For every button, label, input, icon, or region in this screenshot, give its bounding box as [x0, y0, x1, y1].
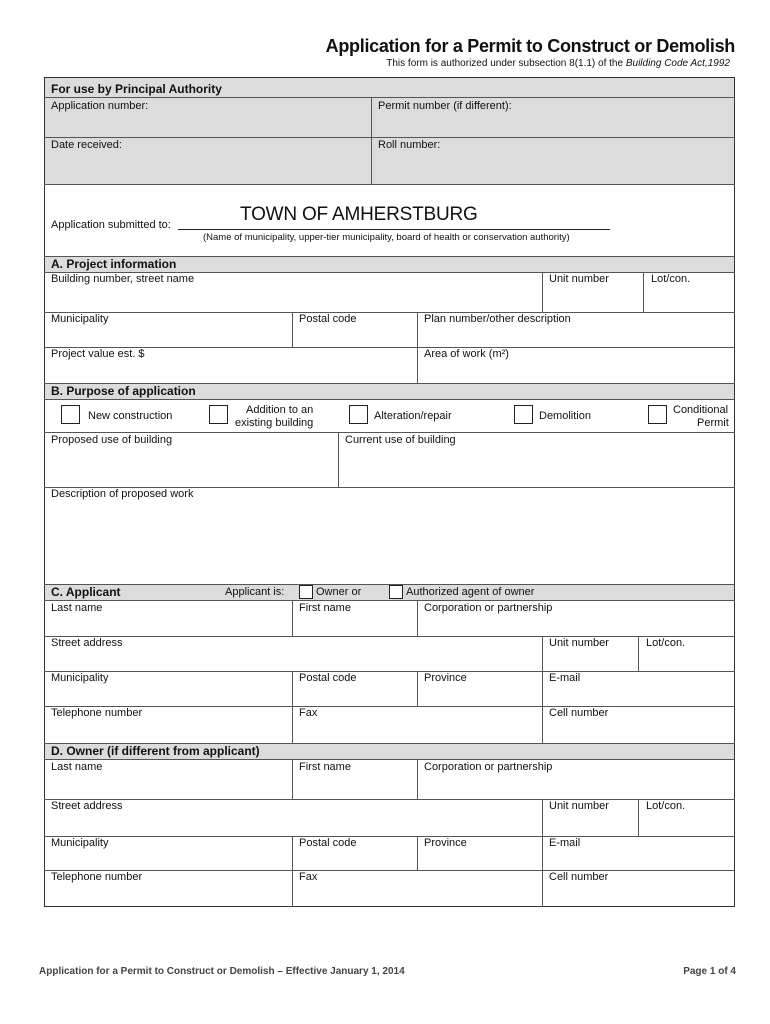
project-municipality-label: Municipality	[51, 313, 109, 325]
owner-email-label: E-mail	[549, 837, 581, 849]
date-received-label: Date received:	[51, 139, 122, 151]
current-use-label: Current use of building	[345, 434, 456, 446]
footer-page-number: Page 1 of 4	[683, 966, 736, 977]
owner-fax-label: Fax	[299, 871, 318, 883]
owner-unit-label: Unit number	[549, 800, 609, 812]
alteration-label: Alteration/repair	[374, 410, 452, 422]
submitted-to-note: (Name of municipality, upper-tier municipality, board of health or conservation authority)	[203, 232, 570, 243]
submitted-to-underline	[178, 229, 610, 230]
project-value-label: Project value est. $	[51, 348, 145, 360]
owner-corporation-label: Corporation or partnership	[424, 761, 553, 773]
plan-number-label: Plan number/other description	[424, 313, 571, 325]
submitted-to-label: Application submitted to:	[51, 219, 171, 231]
conditional-permit-checkbox[interactable]	[648, 405, 667, 424]
applicant-unit-label: Unit number	[549, 637, 609, 649]
demolition-checkbox[interactable]	[514, 405, 533, 424]
owner-first-name-label: First name	[299, 761, 351, 773]
addition-label-line1: Addition to an	[246, 404, 314, 416]
owner-postal-label: Postal code	[299, 837, 357, 849]
area-of-work-label: Area of work (m²)	[424, 348, 509, 360]
owner-checkbox[interactable]	[299, 585, 313, 599]
owner-province-label: Province	[424, 837, 467, 849]
principal-authority-heading: For use by Principal Authority	[51, 82, 222, 96]
demolition-label: Demolition	[539, 410, 591, 422]
applicant-is-label: Applicant is:	[225, 586, 285, 598]
applicant-street-label: Street address	[51, 637, 123, 649]
applicant-fax-label: Fax	[299, 707, 318, 719]
applicant-telephone-label: Telephone number	[51, 707, 143, 719]
municipality-name-field[interactable]: TOWN OF AMHERSTBURG	[240, 204, 478, 225]
new-construction-checkbox[interactable]	[61, 405, 80, 424]
section-d-heading: D. Owner (if different from applicant)	[51, 744, 260, 758]
applicant-last-name-label: Last name	[51, 602, 103, 614]
section-b-heading: B. Purpose of application	[51, 384, 196, 398]
project-postal-code-label: Postal code	[299, 313, 357, 325]
description-label: Description of proposed work	[51, 488, 194, 500]
form-title: Application for a Permit to Construct or Demolish	[325, 36, 735, 56]
section-a-heading: A. Project information	[51, 257, 177, 271]
applicant-province-label: Province	[424, 672, 467, 684]
footer-form-name: Application for a Permit to Construct or Demolish – Effective January 1, 2014	[39, 966, 405, 977]
project-lot-label: Lot/con.	[651, 273, 691, 285]
applicant-email-label: E-mail	[549, 672, 581, 684]
proposed-use-label: Proposed use of building	[51, 434, 173, 446]
applicant-lot-label: Lot/con.	[646, 637, 686, 649]
owner-last-name-label: Last name	[51, 761, 103, 773]
owner-municipality-label: Municipality	[51, 837, 109, 849]
section-c-heading: C. Applicant	[51, 585, 121, 599]
applicant-postal-label: Postal code	[299, 672, 357, 684]
owner-cell-label: Cell number	[549, 871, 609, 883]
applicant-corporation-label: Corporation or partnership	[424, 602, 553, 614]
addition-label-line2: existing building	[235, 417, 314, 429]
addition-checkbox[interactable]	[209, 405, 228, 424]
alteration-checkbox[interactable]	[349, 405, 368, 424]
conditional-label-line1: Conditional	[673, 404, 729, 416]
authorized-agent-label: Authorized agent of owner	[406, 586, 535, 598]
owner-telephone-label: Telephone number	[51, 871, 143, 883]
authorized-agent-checkbox[interactable]	[389, 585, 403, 599]
form-subtitle: This form is authorized under subsection 8(1.1) of the Building Code Act,1992	[386, 58, 730, 69]
application-number-label: Application number:	[51, 100, 149, 112]
owner-lot-label: Lot/con.	[646, 800, 686, 812]
owner-or-label: Owner or	[316, 586, 362, 598]
project-unit-number-label: Unit number	[549, 273, 609, 285]
new-construction-label: New construction	[88, 410, 173, 422]
applicant-cell-label: Cell number	[549, 707, 609, 719]
applicant-municipality-label: Municipality	[51, 672, 109, 684]
roll-number-label: Roll number:	[378, 139, 441, 151]
building-number-label: Building number, street name	[51, 273, 195, 285]
conditional-label-line2: Permit	[697, 417, 729, 429]
applicant-first-name-label: First name	[299, 602, 351, 614]
owner-street-label: Street address	[51, 800, 123, 812]
permit-number-label: Permit number (if different):	[378, 100, 512, 112]
